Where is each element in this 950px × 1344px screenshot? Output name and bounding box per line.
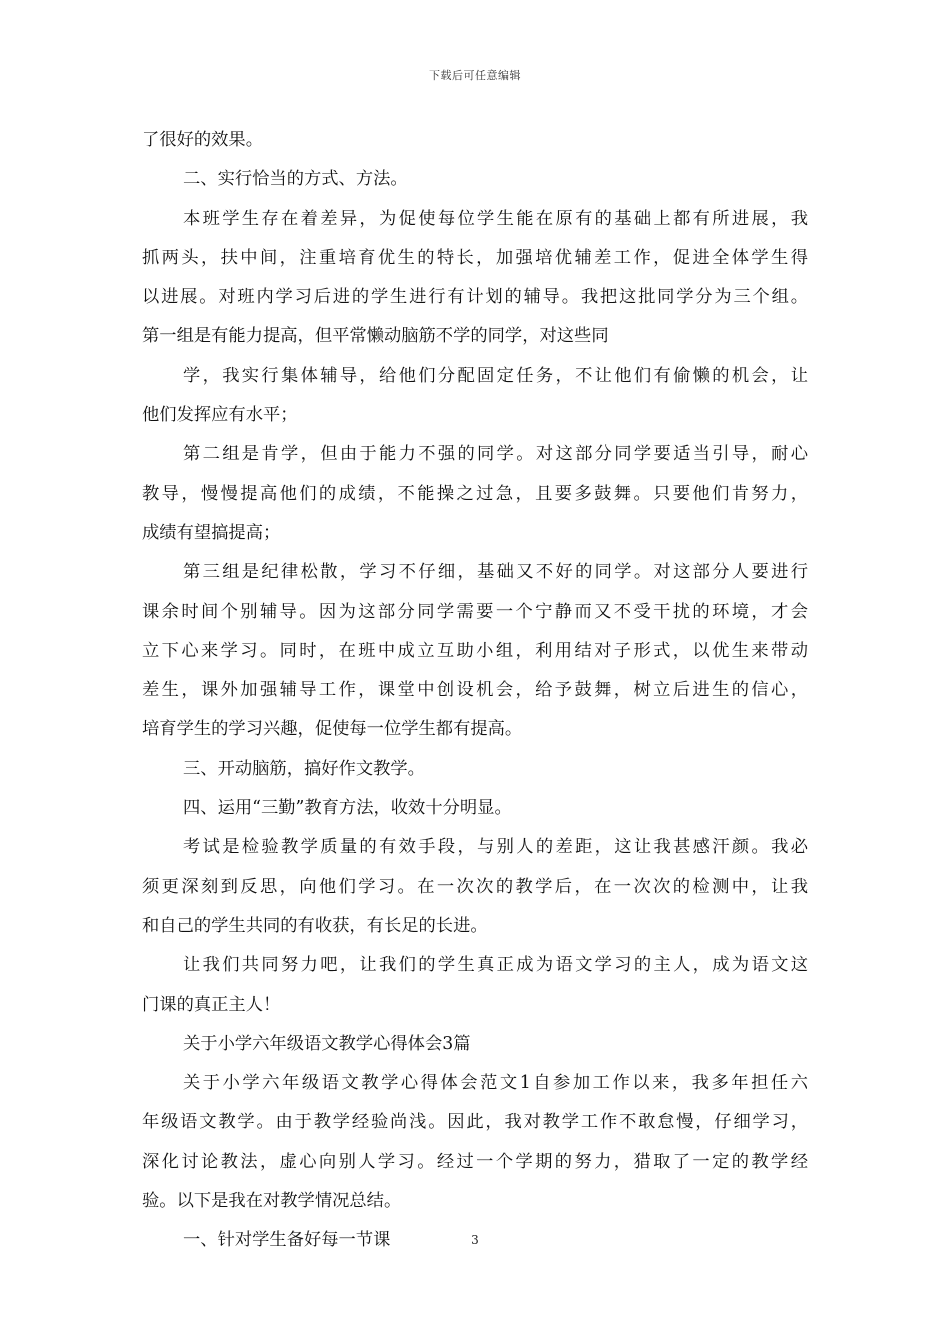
paragraph-line: 第二组是肯学，但由于能力不强的同学。对这部分同学要适当引导，耐心 (183, 444, 808, 465)
article-title: 关于小学六年级语文教学心得体会3篇 (183, 1033, 471, 1054)
paragraph-line: 课余时间个别辅导。因为这部分同学需要一个宁静而又不受干扰的环境，才会 (142, 601, 808, 622)
paragraph-line: 须更深刻到反思，向他们学习。在一次次的教学后，在一次次的检测中，让我 (142, 876, 808, 897)
paragraph-line: 深化讨论教法，虚心向别人学习。经过一个学期的努力，猎取了一定的教学经 (142, 1151, 808, 1172)
paragraph-line: 教导，慢慢提高他们的成绩，不能操之过急，且要多鼓舞。只要他们肯努力， (142, 483, 808, 504)
page-number: 3 (471, 1233, 479, 1247)
paragraph-line: 让我们共同努力吧，让我们的学生真正成为语文学习的主人，成为语文这 (183, 955, 808, 976)
paragraph-line: 立下心来学习。同时，在班中成立互助小组，利用结对子形式，以优生来带动 (142, 640, 808, 661)
paragraph-line: 他们发挥应有水平； (142, 405, 298, 426)
section-heading: 三、开动脑筋，搞好作文教学。 (183, 758, 425, 779)
paragraph-line: 成绩有望搞提高； (142, 522, 281, 543)
paragraph-line: 学，我实行集体辅导，给他们分配固定任务，不让他们有偷懒的机会，让 (183, 365, 808, 386)
section-heading: 四、运用“三勤”教育方法，收效十分明显。 (183, 798, 512, 819)
paragraph-line: 门课的真正主人！ (142, 994, 281, 1015)
section-heading: 二、实行恰当的方式、方法。 (183, 169, 408, 190)
paragraph-line: 培育学生的学习兴趣，促使每一位学生都有提高。 (142, 719, 523, 740)
paragraph-line: 了很好的效果。 (142, 130, 263, 150)
paragraph-line: 年级语文教学。由于教学经验尚浅。因此，我对教学工作不敢怠慢，仔细学习， (142, 1112, 808, 1133)
paragraph-line: 本班学生存在着差异，为促使每位学生能在原有的基础上都有所进展，我 (183, 208, 808, 229)
paragraph-line: 抓两头，扶中间，注重培育优生的特长，加强培优辅差工作，促进全体学生得 (142, 247, 808, 268)
paragraph-line: 差生，课外加强辅导工作，课堂中创设机会，给予鼓舞，树立后进生的信心， (142, 680, 808, 701)
paragraph-line: 和自己的学生共同的有收获，有长足的长进。 (142, 915, 488, 936)
paragraph-line: 考试是检验教学质量的有效手段，与别人的差距，这让我甚感汗颜。我必 (183, 837, 808, 858)
paragraph-line: 验。以下是我在对教学情况总结。 (142, 1191, 402, 1212)
paragraph-line: 第一组是有能力提高，但平常懒动脑筋不学的同学，对这些同 (142, 326, 609, 347)
paragraph-line: 以进展。对班内学习后进的学生进行有计划的辅导。我把这批同学分为三个组。 (142, 287, 808, 308)
paragraph-line: 第三组是纪律松散，学习不仔细，基础又不好的同学。对这部分人要进行 (183, 562, 808, 583)
paragraph-line: 关于小学六年级语文教学心得体会范文1自参加工作以来，我多年担任六 (183, 1073, 808, 1094)
section-heading: 一、针对学生备好每一节课 (183, 1230, 391, 1251)
document-body (142, 121, 808, 1261)
page-header: 下载后可任意编辑 (429, 69, 521, 82)
